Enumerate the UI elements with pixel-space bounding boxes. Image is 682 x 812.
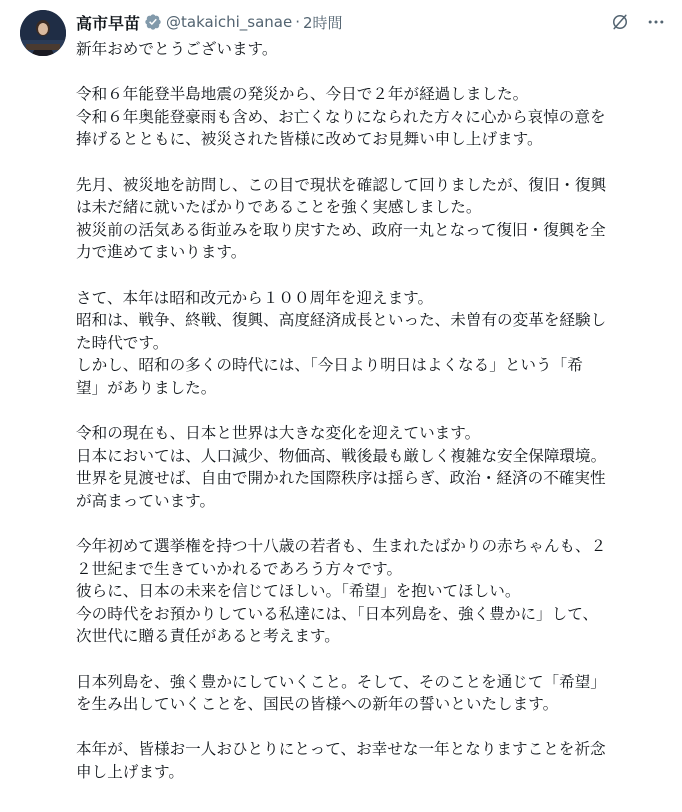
post-paragraph (76, 83, 668, 151)
post-paragraph (76, 738, 668, 783)
post-text-line: ２世紀まで生きていかれるであろう方々です。 (76, 559, 403, 578)
post-text-line: た時代です。 (76, 333, 169, 352)
post-text-line: 被災前の活気ある街並みを取り戻すため、政府一丸となって復旧・復興を全 (76, 220, 606, 239)
post-paragraph (76, 38, 668, 61)
grok-button[interactable] (606, 10, 634, 38)
post-text-line: 今年初めて選挙権を持つ十八歳の若者も、生まれたばかりの赤ちゃんも、２ (76, 537, 607, 556)
separator-dot: · (295, 13, 301, 31)
post-actions (598, 10, 670, 38)
author-handle[interactable]: @takaichi_sanae (166, 13, 293, 31)
author-name[interactable]: 高市早苗 (76, 13, 141, 33)
post-text (76, 38, 668, 806)
post-text-line: 令和の現在も、日本と世界は大きな変化を迎えています。 (76, 424, 481, 443)
post-text-line: さて、本年は昭和改元から１００周年を迎えます。 (76, 288, 434, 307)
post-text-line: 日本においては、人口減少、物価高、戦後最も厳しく複雑な安全保障環境。 (76, 446, 607, 465)
post-text-line: 新年おめでとうございます。 (76, 40, 278, 58)
post-text-line: 次世代に贈る責任があると考えます。 (76, 627, 340, 646)
post-text-line: は未だ緒に就いたばかりであることを強く実感しました。 (76, 198, 482, 217)
post-text-line: 捧げるとともに、被災された皆様に改めてお見舞い申し上げます。 (76, 130, 543, 149)
post-text-line: を生み出していくことを、国民の皆様への新年の誓いといたします。 (76, 695, 559, 714)
post-paragraph (76, 174, 668, 264)
more-options-button[interactable] (642, 10, 670, 38)
grok-icon (610, 12, 630, 36)
more-icon (646, 12, 666, 36)
post-header (76, 10, 343, 34)
post-text-line: 今の時代をお預かりしている私達には、「日本列島を、強く豊かに」して、 (76, 604, 599, 623)
post-paragraph (76, 671, 668, 716)
post-text-line: 本年が、皆様お一人おひとりにとって、お幸せな一年となりますことを祈念 (76, 740, 606, 759)
post-text-line: 力で進めてまいります。 (76, 243, 247, 262)
post-paragraph (76, 422, 668, 512)
verified-badge-icon (144, 13, 162, 31)
post-text-line: 昭和は、戦争、終戦、復興、高度経済成長といった、未曽有の変革を経験し (76, 311, 607, 330)
post-text-line: 先月、被災地を訪問し、この目で現状を確認して回りましたが、復旧・復興 (76, 175, 607, 194)
post-text-line: 世界を見渡せば、自由で開かれた国際秩序は揺らぎ、政治・経済の不確実性 (76, 469, 606, 488)
avatar[interactable] (20, 10, 66, 56)
post-paragraph (76, 287, 668, 400)
post-text-line: が高まっています。 (76, 491, 216, 510)
post-text-line: 彼らに、日本の未来を信じてほしい。「希望」を抱いてほしい。 (76, 582, 521, 601)
post-text-line: 令和６年能登半島地震の発災から、今日で２年が経過しました。 (76, 85, 529, 104)
post-text-line: しかし、昭和の多くの時代には、「今日より明日はよくなる」という「希 (76, 356, 583, 375)
post-text-line: 日本列島を、強く豊かにしていくこと。そして、そのことを通じて「希望」 (76, 672, 606, 691)
post-text-line: 申し上げます。 (76, 763, 184, 781)
post-time[interactable]: 2時間 (303, 13, 343, 32)
post-text-line: 令和６年奥能登豪雨も含め、お亡くなりになられた方々に心から哀悼の意を (76, 107, 606, 126)
post-paragraph (76, 535, 668, 648)
post-text-line: 望」がありました。 (76, 378, 217, 397)
avatar-image (20, 10, 66, 56)
